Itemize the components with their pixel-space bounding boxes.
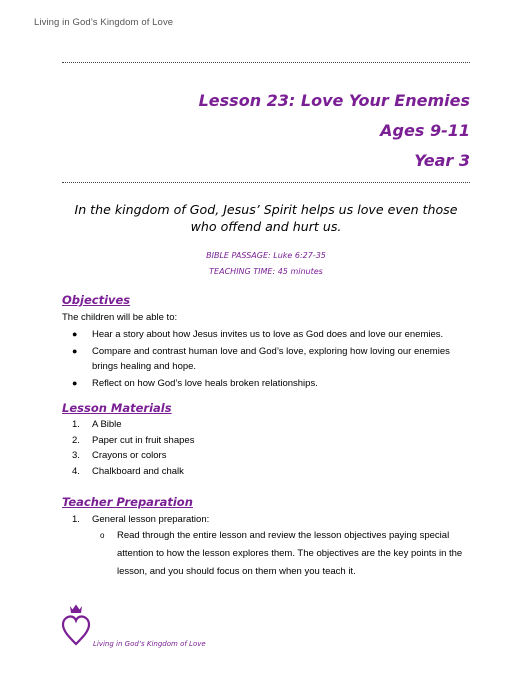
list-item: ● Hear a story about how Jesus invites us to love as God does and love our enemies. [72, 329, 444, 340]
bullet-icon: ● [72, 329, 78, 339]
preparation-list [62, 512, 472, 528]
running-header: Living in God’s Kingdom of Love [34, 17, 174, 28]
circle-bullet-icon: o [100, 531, 105, 540]
materials-list [62, 417, 472, 479]
list-item: 2. Paper cut in fruit shapes [72, 434, 195, 446]
bullet-icon: ● [72, 346, 78, 356]
list-item: 3. Crayons or colors [72, 450, 167, 461]
title-divider [62, 182, 470, 183]
objectives-heading: Objectives [62, 293, 131, 307]
list-item: 4. Chalkboard and chalk [72, 465, 184, 477]
objectives-intro: The children will be able to: [62, 312, 178, 323]
list-item: 1. A Bible [72, 419, 122, 430]
footer-title: Living in God’s Kingdom of Love [93, 640, 206, 648]
preparation-heading: Teacher Preparation [62, 495, 193, 509]
lesson-title: Lesson 23: Love Your Enemies [198, 91, 470, 110]
teaching-time: TEACHING TIME: 45 minutes [209, 267, 323, 276]
bible-passage: BIBLE PASSAGE: Luke 6:27-35 [206, 251, 326, 260]
list-item: ● Reflect on how God’s love heals broken relationships. [72, 378, 318, 389]
list-item: ● Compare and contrast human love and God’s love, exploring how loving our enemies brings healing and hope. [72, 346, 450, 372]
objectives-list [62, 327, 472, 393]
preparation-subitem: o Read through the entire lesson and review the lesson objectives paying special attention to how the lesson explores them. The objectives are the key points in the lesson, and you should focus on them when you teach it. [117, 527, 473, 581]
lesson-theme: In the kingdom of God, Jesus’ Spirit helps us love even those who offend and hurt us. [74, 202, 458, 234]
lesson-ages: Ages 9-11 [380, 121, 470, 140]
lesson-title-block [199, 86, 470, 176]
materials-heading: Lesson Materials [62, 401, 172, 415]
passage-info [62, 248, 470, 280]
lesson-year: Year 3 [414, 151, 470, 170]
top-divider [62, 62, 470, 63]
list-item: 1. General lesson preparation: [72, 514, 210, 525]
bullet-icon: ● [72, 378, 78, 388]
crowned-heart-icon [60, 600, 92, 648]
